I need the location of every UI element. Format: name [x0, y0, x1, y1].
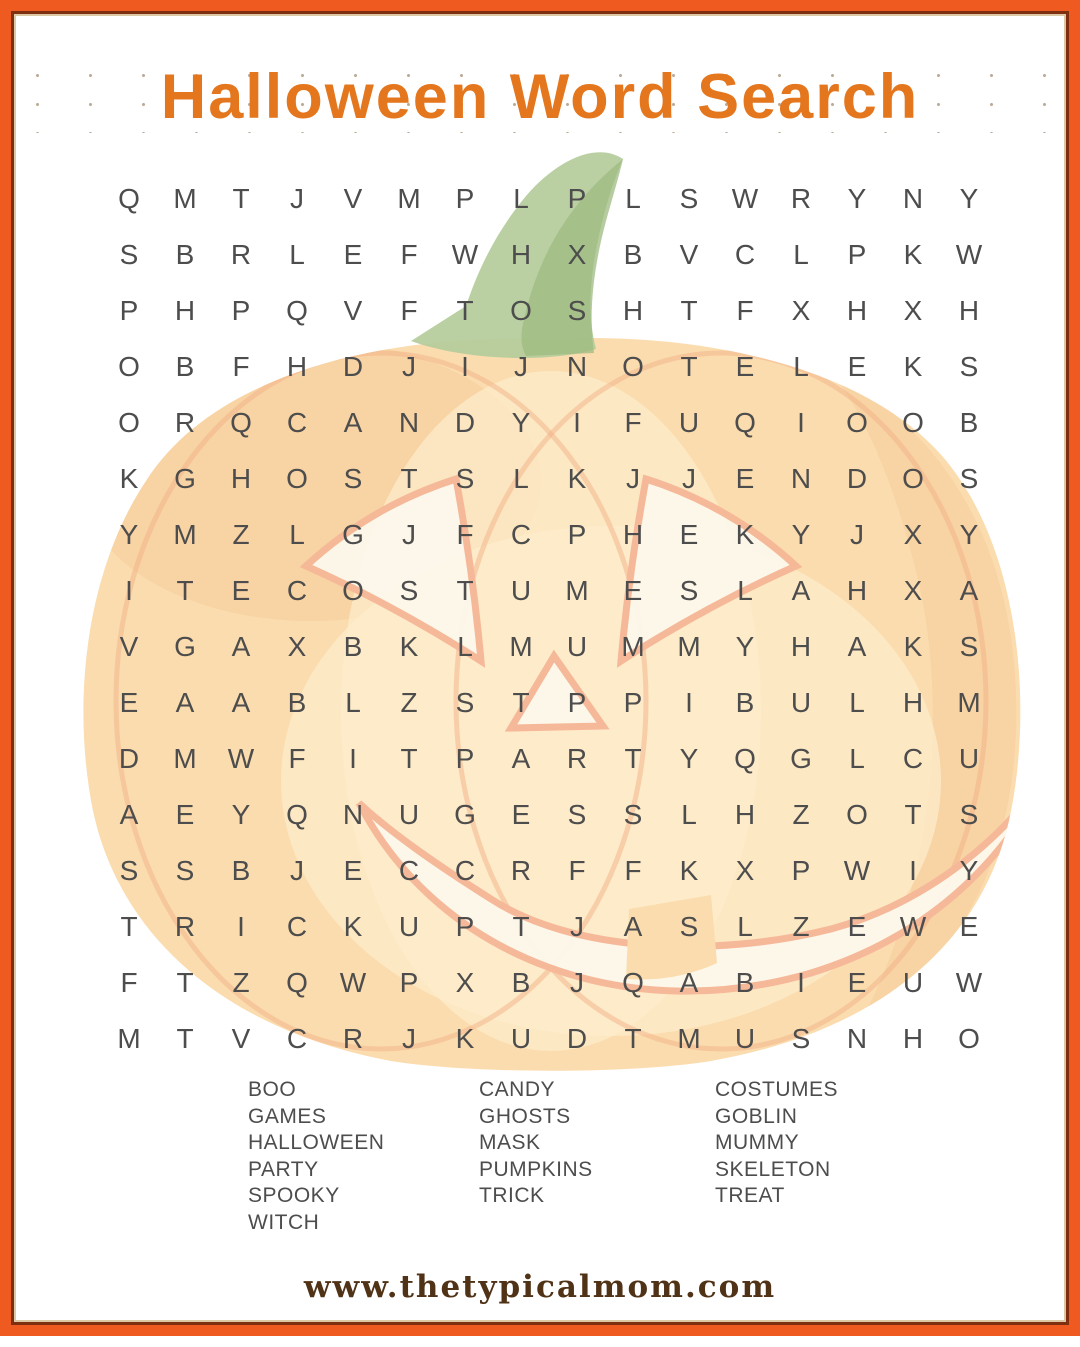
grid-cell: J [514, 351, 528, 382]
grid-cell: L [457, 631, 473, 662]
grid-cell: H [174, 295, 196, 326]
grid-cell: U [902, 967, 924, 998]
grid-cell: S [959, 799, 979, 830]
grid-cell: J [626, 463, 640, 494]
grid-cell: Q [118, 183, 140, 214]
grid-cell: T [680, 295, 698, 326]
grid-cell: A [231, 687, 251, 718]
grid-cell: P [847, 239, 867, 270]
grid-cell: L [289, 519, 305, 550]
grid-cell: M [397, 183, 421, 214]
grid-cell: C [510, 519, 532, 550]
grid-cell: F [288, 743, 306, 774]
grid-cell: B [175, 239, 195, 270]
grid-cell: G [342, 519, 364, 550]
grid-cell: E [175, 799, 195, 830]
grid-cell: V [231, 1023, 251, 1054]
grid-cell: K [119, 463, 139, 494]
grid-cell: G [174, 631, 196, 662]
grid-cell: T [680, 351, 698, 382]
grid-cell: A [175, 687, 195, 718]
grid-cell: I [349, 743, 357, 774]
grid-cell: S [567, 295, 587, 326]
word-item: BOO [248, 1078, 297, 1101]
grid-cell: Z [232, 519, 250, 550]
grid-cell: W [955, 239, 983, 270]
grid-cell: S [791, 1023, 811, 1054]
grid-cell: K [567, 463, 587, 494]
grid-cell: W [955, 967, 983, 998]
grid-cell: I [797, 407, 805, 438]
grid-cell: O [510, 295, 532, 326]
grid-cell: Z [232, 967, 250, 998]
grid-cell: A [791, 575, 811, 606]
grid-cell: A [959, 575, 979, 606]
grid-cell: E [959, 911, 979, 942]
grid-cell: T [512, 911, 530, 942]
grid-cell: L [625, 183, 641, 214]
grid-cell: U [734, 1023, 756, 1054]
grid-cell: S [679, 575, 699, 606]
grid-cell: T [176, 1023, 194, 1054]
grid-cell: S [399, 575, 419, 606]
grid-cell: X [903, 295, 923, 326]
grid-cell: E [847, 911, 867, 942]
grid-cell: R [174, 407, 196, 438]
word-item: WITCH [248, 1210, 320, 1234]
grid-cell: M [509, 631, 533, 662]
grid-cell: M [677, 1023, 701, 1054]
grid-cell: Z [792, 911, 810, 942]
grid-cell: O [342, 575, 364, 606]
grid-cell: P [455, 743, 475, 774]
word-item: TREAT [715, 1184, 785, 1207]
grid-cell: J [402, 519, 416, 550]
grid-cell: J [290, 855, 304, 886]
grid-cell: Q [286, 799, 308, 830]
grid-cell: B [623, 239, 643, 270]
grid-cell: Q [230, 407, 252, 438]
grid-cell: W [339, 967, 367, 998]
page-title: Halloween Word Search [11, 61, 1069, 133]
grid-cell: Y [735, 631, 755, 662]
grid-cell: N [342, 799, 364, 830]
grid-cell: F [120, 967, 138, 998]
grid-cell: S [959, 631, 979, 662]
grid-cell: J [850, 519, 864, 550]
grid-cell: K [679, 855, 699, 886]
grid-cell: S [455, 687, 475, 718]
grid-cell: X [287, 631, 307, 662]
grid-cell: S [959, 351, 979, 382]
grid-cell: L [513, 463, 529, 494]
word-item: TRICK [479, 1184, 545, 1207]
grid-cell: I [125, 575, 133, 606]
grid-cell: S [119, 239, 139, 270]
grid-cell: F [624, 407, 642, 438]
grid-cell: P [231, 295, 251, 326]
grid-cell: R [510, 855, 532, 886]
grid-cell: T [456, 295, 474, 326]
grid-cell: O [902, 407, 924, 438]
grid-cell: F [624, 855, 642, 886]
grid-cell: T [904, 799, 922, 830]
grid-cell: K [903, 351, 923, 382]
grid-cell: C [286, 407, 308, 438]
grid-cell: U [398, 911, 420, 942]
grid-cell: E [679, 519, 699, 550]
word-column [715, 1077, 838, 1210]
grid-cell: L [513, 183, 529, 214]
grid-cell: Y [847, 183, 867, 214]
grid-cell: C [902, 743, 924, 774]
grid-cell: W [899, 911, 927, 942]
grid-cell: E [511, 799, 531, 830]
grid-cell: R [230, 239, 252, 270]
grid-cell: B [175, 351, 195, 382]
grid-cell: E [735, 351, 755, 382]
grid-cell: G [790, 743, 812, 774]
grid-cell: E [847, 351, 867, 382]
grid-cell: E [343, 239, 363, 270]
grid-cell: D [342, 351, 364, 382]
grid-cell: H [902, 1023, 924, 1054]
grid-cell: A [119, 799, 139, 830]
grid-cell: J [402, 1023, 416, 1054]
grid-cell: A [679, 967, 699, 998]
grid-cell: H [846, 575, 868, 606]
grid-cell: L [793, 351, 809, 382]
grid-cell: M [621, 631, 645, 662]
grid-cell: S [679, 183, 699, 214]
grid-cell: A [343, 407, 363, 438]
grid-cell: L [793, 239, 809, 270]
grid-cell: E [119, 687, 139, 718]
grid-cell: F [400, 295, 418, 326]
grid-cell: P [623, 687, 643, 718]
grid-cell: A [623, 911, 643, 942]
grid-cell: R [342, 1023, 364, 1054]
grid-cell: H [622, 295, 644, 326]
grid-cell: B [735, 687, 755, 718]
grid-cell: Q [622, 967, 644, 998]
word-item: PUMPKINS [479, 1157, 593, 1181]
grid-cell: S [623, 799, 643, 830]
grid-cell: L [849, 743, 865, 774]
grid-cell: L [289, 239, 305, 270]
grid-cell: M [173, 183, 197, 214]
grid-cell: H [958, 295, 980, 326]
grid-cell: J [290, 183, 304, 214]
grid-cell: K [903, 239, 923, 270]
word-item: GAMES [248, 1104, 327, 1128]
grid-cell: F [736, 295, 754, 326]
grid-cell: U [678, 407, 700, 438]
grid-cell: X [735, 855, 755, 886]
grid-cell: D [454, 407, 476, 438]
grid-cell: Q [734, 743, 756, 774]
grid-cell: Y [511, 407, 531, 438]
grid-cell: C [734, 239, 756, 270]
grid-cell: S [175, 855, 195, 886]
word-item: HALLOWEEN [248, 1131, 385, 1154]
grid-cell: T [400, 743, 418, 774]
grid-cell: Y [959, 519, 979, 550]
grid-cell: K [343, 911, 363, 942]
grid-cell: V [343, 295, 363, 326]
grid-cell: M [677, 631, 701, 662]
grid-cell: X [567, 239, 587, 270]
word-item: MASK [479, 1131, 541, 1154]
grid-cell: H [510, 239, 532, 270]
word-list [11, 11, 1069, 1325]
grid-cell: C [286, 911, 308, 942]
grid-cell: T [400, 463, 418, 494]
grid-cell: H [734, 799, 756, 830]
grid-cell: E [231, 575, 251, 606]
grid-cell: N [566, 351, 588, 382]
grid-cell: M [117, 1023, 141, 1054]
grid-cell: M [173, 743, 197, 774]
grid-cell: L [681, 799, 697, 830]
grid-cell: Z [792, 799, 810, 830]
grid-cell: S [343, 463, 363, 494]
grid-cell: S [119, 855, 139, 886]
grid-cell: E [847, 967, 867, 998]
grid-cell: M [957, 687, 981, 718]
grid-cell: E [735, 463, 755, 494]
grid-cell: Q [286, 967, 308, 998]
grid-cell: X [903, 519, 923, 550]
grid-cell: O [118, 407, 140, 438]
grid-cell: N [790, 463, 812, 494]
grid-cell: D [118, 743, 140, 774]
grid-cell: P [567, 183, 587, 214]
grid-cell: D [846, 463, 868, 494]
grid-cell: T [512, 687, 530, 718]
grid-cell: J [570, 967, 584, 998]
grid-cell: F [400, 239, 418, 270]
grid-cell: E [623, 575, 643, 606]
grid-cell: J [570, 911, 584, 942]
word-column [248, 1077, 384, 1236]
word-item: MUMMY [715, 1131, 800, 1154]
grid-cell: P [399, 967, 419, 998]
grid-cell: T [624, 1023, 642, 1054]
grid-cell: G [174, 463, 196, 494]
word-item: GHOSTS [479, 1104, 571, 1128]
grid-cell: A [231, 631, 251, 662]
grid-cell: X [903, 575, 923, 606]
grid-cell: B [231, 855, 251, 886]
grid-cell: T [232, 183, 250, 214]
grid-cell: P [119, 295, 139, 326]
grid-cell: L [737, 911, 753, 942]
grid-cell: S [679, 911, 699, 942]
grid-cell: B [287, 687, 307, 718]
grid-cell: Q [734, 407, 756, 438]
grid-cell: V [679, 239, 699, 270]
word-item: SPOOKY [248, 1184, 340, 1207]
grid-cell: O [622, 351, 644, 382]
grid-cell: H [790, 631, 812, 662]
grid-cell: S [959, 463, 979, 494]
grid-cell: F [232, 351, 250, 382]
word-item: SKELETON [715, 1157, 831, 1181]
grid-cell: U [398, 799, 420, 830]
grid-cell: Y [119, 519, 139, 550]
grid-cell: A [847, 631, 867, 662]
grid-cell: W [731, 183, 759, 214]
grid-cell: X [455, 967, 475, 998]
grid-cell: A [511, 743, 531, 774]
grid-cell: N [846, 1023, 868, 1054]
grid-cell: F [456, 519, 474, 550]
grid-cell: Y [791, 519, 811, 550]
word-item: PARTY [248, 1157, 319, 1181]
grid-cell: W [843, 855, 871, 886]
grid-cell: Y [959, 855, 979, 886]
grid-cell: U [958, 743, 980, 774]
website-url: www.thetypicalmom.com [303, 1269, 777, 1305]
grid-cell: U [566, 631, 588, 662]
grid-cell: T [624, 743, 642, 774]
grid-cell: D [566, 1023, 588, 1054]
grid-cell: N [902, 183, 924, 214]
grid-cell: Y [959, 183, 979, 214]
grid-cell: Y [231, 799, 251, 830]
word-item: CANDY [479, 1078, 556, 1101]
grid-cell: Y [679, 743, 699, 774]
grid-cell: R [174, 911, 196, 942]
grid-cell: H [622, 519, 644, 550]
grid-cell: L [345, 687, 361, 718]
grid-cell: U [790, 687, 812, 718]
grid-cell: I [461, 351, 469, 382]
grid-cell: H [286, 351, 308, 382]
grid-cell: L [849, 687, 865, 718]
word-column [479, 1077, 593, 1210]
grid-cell: B [959, 407, 979, 438]
grid-cell: R [566, 743, 588, 774]
grid-cell: I [909, 855, 917, 886]
grid-cell: P [567, 519, 587, 550]
grid-cell: B [343, 631, 363, 662]
grid-cell: O [118, 351, 140, 382]
grid-cell: U [510, 575, 532, 606]
grid-cell: T [456, 575, 474, 606]
grid-cell: B [511, 967, 531, 998]
word-item: GOBLIN [715, 1104, 798, 1128]
grid-cell: B [735, 967, 755, 998]
grid-cell: C [398, 855, 420, 886]
grid-cell: K [903, 631, 923, 662]
grid-cell: Z [400, 687, 418, 718]
grid-cell: H [846, 295, 868, 326]
grid-cell: E [343, 855, 363, 886]
grid-cell: U [510, 1023, 532, 1054]
grid-cell: K [399, 631, 419, 662]
grid-cell: P [791, 855, 811, 886]
grid-cell: C [454, 855, 476, 886]
grid-cell: L [737, 575, 753, 606]
grid-cell: C [286, 575, 308, 606]
grid-cell: J [682, 463, 696, 494]
grid-cell: I [573, 407, 581, 438]
grid-cell: T [176, 575, 194, 606]
grid-cell: I [797, 967, 805, 998]
grid-cell: P [567, 687, 587, 718]
grid-cell: O [902, 463, 924, 494]
grid-cell: W [227, 743, 255, 774]
grid-cell: F [568, 855, 586, 886]
word-item: COSTUMES [715, 1078, 839, 1101]
grid-cell: R [790, 183, 812, 214]
grid-cell: V [119, 631, 139, 662]
grid-cell: G [454, 799, 476, 830]
grid-cell: O [846, 799, 868, 830]
grid-cell: K [455, 1023, 475, 1054]
grid-cell: H [902, 687, 924, 718]
grid-cell: O [846, 407, 868, 438]
grid-cell: J [402, 351, 416, 382]
grid-cell: K [735, 519, 755, 550]
grid-cell: I [685, 687, 693, 718]
grid-cell: S [455, 463, 475, 494]
grid-cell: Q [286, 295, 308, 326]
grid-cell: W [451, 239, 479, 270]
grid-cell: C [286, 1023, 308, 1054]
grid-cell: H [230, 463, 252, 494]
grid-cell: V [343, 183, 363, 214]
grid-cell: O [958, 1023, 980, 1054]
grid-cell: I [237, 911, 245, 942]
grid-cell: O [286, 463, 308, 494]
grid-cell: N [398, 407, 420, 438]
grid-cell: M [173, 519, 197, 550]
grid-cell: P [455, 183, 475, 214]
grid-cell: X [791, 295, 811, 326]
grid-cell: T [120, 911, 138, 942]
grid-cell: T [176, 967, 194, 998]
grid-cell: S [567, 799, 587, 830]
grid-cell: P [455, 911, 475, 942]
grid-cell: M [565, 575, 589, 606]
